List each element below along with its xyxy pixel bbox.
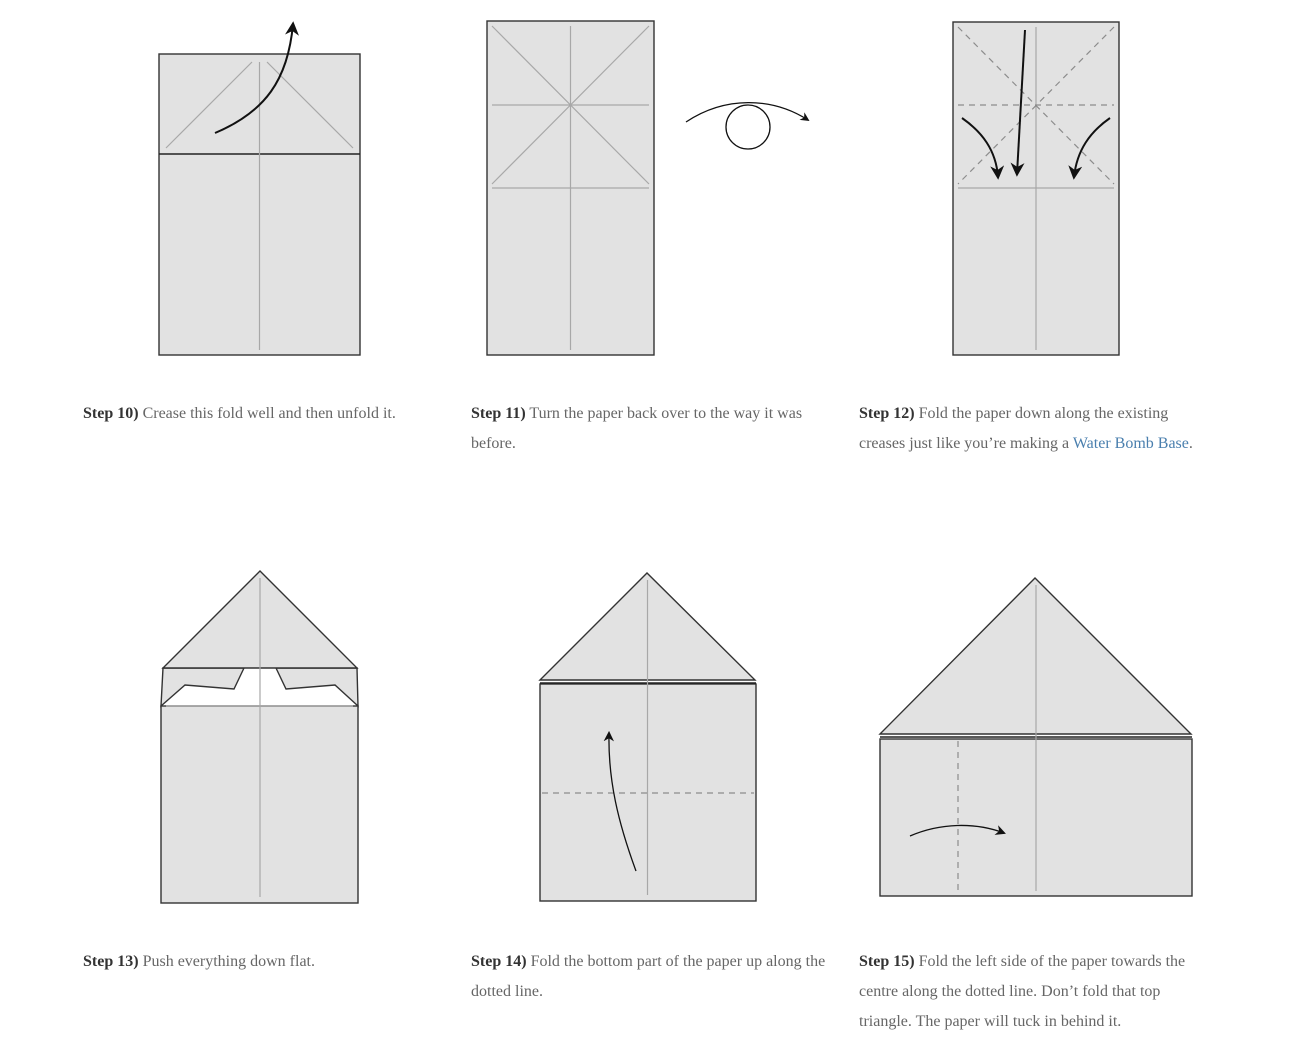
- step-14-diagram: [540, 573, 756, 901]
- step-15-caption: [859, 947, 1211, 1037]
- step-13-right-flap: [276, 668, 358, 706]
- step-13-diagram: [161, 571, 358, 903]
- step-11-label: Step 11): [471, 405, 526, 422]
- step-13-caption: [83, 947, 443, 977]
- step-11-text: Turn the paper back over to the way it was before.: [471, 405, 803, 452]
- step-14-label: Step 14): [471, 953, 527, 970]
- step-11-caption: [471, 399, 831, 459]
- step-11-diagram: [487, 21, 808, 355]
- step-11-turn-over-symbol: [726, 105, 770, 149]
- step-10-text: Crease this fold well and then unfold it.: [138, 405, 396, 422]
- step-14-caption: [471, 947, 831, 1007]
- step-15-label: Step 15): [859, 953, 915, 970]
- step-10-caption: [83, 399, 443, 429]
- step-15-text: Fold the left side of the paper towards the centre along the dotted line. Don’t fold that top triangle. The paper will tuck in behind it.: [859, 953, 1186, 1030]
- step-10-diagram: [159, 24, 360, 355]
- step-13-text: Push everything down flat.: [138, 953, 315, 970]
- step-15-diagram: [880, 578, 1192, 896]
- step-12-caption: [859, 399, 1209, 459]
- water-bomb-base-link[interactable]: Water Bomb Base: [1072, 435, 1189, 452]
- step-12-diagram: [953, 22, 1119, 355]
- step-13-left-flap: [161, 668, 244, 706]
- step-12-text-end: .: [1188, 435, 1193, 452]
- step-13-label: Step 13): [83, 953, 139, 970]
- step-14-text: Fold the bottom part of the paper up along the dotted line.: [471, 953, 826, 1000]
- step-10-label: Step 10): [83, 405, 139, 422]
- step-12-label: Step 12): [859, 405, 915, 422]
- step-12-text: Fold the paper down along the existing creases just like you’re making a: [859, 405, 1169, 452]
